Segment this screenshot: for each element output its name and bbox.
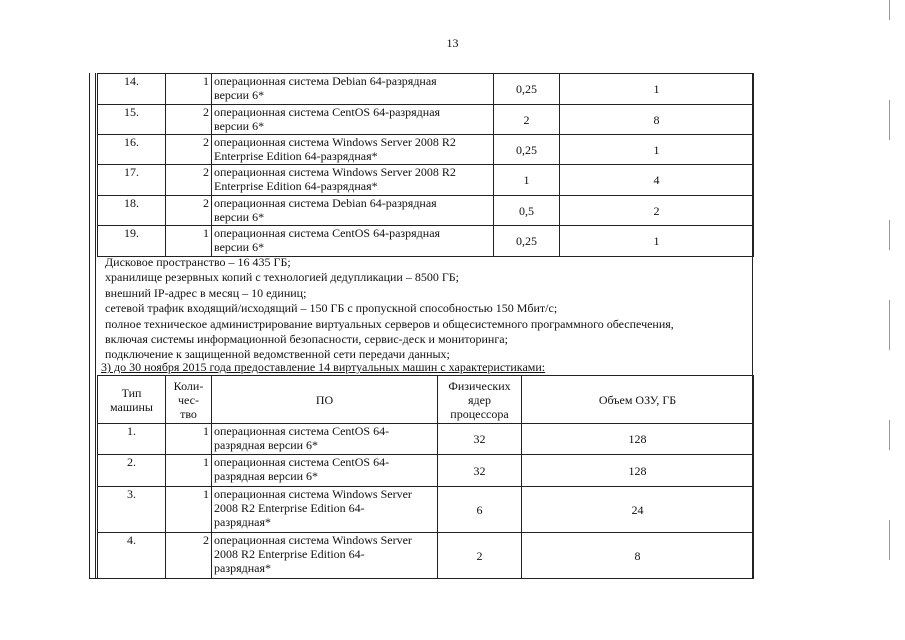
cell-cores: 0,25 bbox=[494, 226, 560, 257]
cell-cores: 2 bbox=[494, 105, 560, 135]
header-line: ядер bbox=[468, 392, 491, 407]
software-line: Enterprise Edition 64-разрядная* bbox=[214, 149, 378, 163]
cell-quantity: 2 bbox=[166, 105, 212, 135]
header-cores bbox=[438, 376, 522, 424]
scan-margin-marks bbox=[881, 0, 899, 640]
cell-quantity: 1 bbox=[166, 226, 212, 257]
cell-ram: 8 bbox=[522, 533, 754, 579]
table-row bbox=[98, 196, 754, 226]
resources-paragraph bbox=[105, 255, 674, 363]
software-line: 2008 R2 Enterprise Edition 64- bbox=[214, 547, 365, 561]
software-line: версии 6* bbox=[214, 119, 265, 133]
software-line: операционная система Debian 64-разрядная bbox=[214, 74, 437, 88]
paragraph-line: Дисковое пространство – 16 435 ГБ; bbox=[105, 255, 291, 269]
cell-software bbox=[212, 487, 438, 533]
cell-software bbox=[212, 196, 494, 226]
cell-software bbox=[212, 424, 438, 455]
cell-software bbox=[212, 533, 438, 579]
cell-quantity: 1 bbox=[166, 74, 212, 105]
cell-cores: 32 bbox=[438, 455, 522, 487]
cell-quantity: 1 bbox=[166, 455, 212, 487]
cell-cores: 6 bbox=[438, 487, 522, 533]
cell-ram: 8 bbox=[560, 105, 754, 135]
paragraph-line: полное техническое администрирование виртуальных серверов и общесистемного программного обеспечения, bbox=[105, 316, 674, 331]
cell-number: 17. bbox=[98, 165, 166, 196]
cell-ram: 1 bbox=[560, 135, 754, 165]
header-line: Тип bbox=[121, 385, 142, 400]
software-line: 2008 R2 Enterprise Edition 64- bbox=[214, 501, 365, 515]
table-row bbox=[98, 487, 754, 533]
page-number: 13 bbox=[446, 36, 459, 50]
software-line: операционная система Windows Server 2008 R2 bbox=[214, 165, 456, 179]
paragraph-line: внешний IP-адрес в месяц – 10 единиц; bbox=[105, 285, 307, 300]
software-line: версии 6* bbox=[214, 210, 265, 224]
header-line: чес- bbox=[178, 392, 199, 407]
software-line: разрядная* bbox=[214, 515, 271, 529]
software-line: разрядная версии 6* bbox=[214, 438, 319, 452]
cell-ram: 128 bbox=[522, 455, 754, 487]
software-line: операционная система Debian 64-разрядная bbox=[214, 196, 437, 210]
cell-software bbox=[212, 165, 494, 196]
cell-quantity: 2 bbox=[166, 135, 212, 165]
cell-software bbox=[212, 455, 438, 487]
paragraph-line: подключение к защищенной ведомственной сети передачи данных; bbox=[105, 347, 450, 362]
cell-number: 1. bbox=[98, 424, 166, 455]
software-line: операционная система CentOS 64- bbox=[214, 455, 390, 469]
cell-ram: 4 bbox=[560, 165, 754, 196]
vm-table-item-3 bbox=[97, 375, 754, 579]
table-row bbox=[98, 226, 754, 257]
item-3-heading: 3) до 30 ноября 2015 года предоставление 14 виртуальных машин с характеристиками: bbox=[101, 360, 546, 374]
cell-number: 18. bbox=[98, 196, 166, 226]
table-row bbox=[98, 105, 754, 135]
cell-number: 14. bbox=[98, 74, 166, 105]
header-line: тво bbox=[180, 406, 197, 421]
software-line: операционная система CentOS 64-разрядная bbox=[214, 105, 441, 119]
frame-inner-line bbox=[95, 73, 96, 579]
table-row bbox=[98, 74, 754, 105]
cell-software bbox=[212, 135, 494, 165]
header-software: ПО bbox=[212, 376, 438, 424]
cell-ram: 2 bbox=[560, 196, 754, 226]
cell-number: 2. bbox=[98, 455, 166, 487]
cell-quantity: 1 bbox=[166, 487, 212, 533]
cell-software bbox=[212, 226, 494, 257]
cell-quantity: 1 bbox=[166, 424, 212, 455]
cell-software bbox=[212, 74, 494, 105]
paragraph-line: хранилище резервных копий с технологией дедупликации – 8500 ГБ; bbox=[105, 270, 460, 285]
software-line: операционная система CentOS 64-разрядная bbox=[214, 226, 441, 240]
cell-ram: 1 bbox=[560, 74, 754, 105]
table-row bbox=[98, 424, 754, 455]
software-line: операционная система CentOS 64- bbox=[214, 424, 390, 438]
software-line: операционная система Windows Server 2008 R2 bbox=[214, 135, 456, 149]
header-machine-type bbox=[98, 376, 166, 424]
cell-ram: 24 bbox=[522, 487, 754, 533]
cell-number: 16. bbox=[98, 135, 166, 165]
cell-cores: 0,25 bbox=[494, 74, 560, 105]
software-line: Enterprise Edition 64-разрядная* bbox=[214, 179, 378, 193]
cell-number: 19. bbox=[98, 226, 166, 257]
cell-cores: 0,25 bbox=[494, 135, 560, 165]
paragraph-line: сетевой трафик входящий/исходящий – 150 ГБ с пропускной способностью 150 Мбит/с; bbox=[105, 301, 558, 316]
table-row bbox=[98, 533, 754, 579]
cell-ram: 1 bbox=[560, 226, 754, 257]
table-row bbox=[98, 165, 754, 196]
paragraph-line: включая системы информационной безопасности, сервис-деск и мониторинга; bbox=[105, 332, 508, 347]
software-line: разрядная* bbox=[214, 561, 271, 575]
header-line: Физических bbox=[448, 378, 511, 393]
cell-number: 4. bbox=[98, 533, 166, 579]
software-line: операционная система Windows Server bbox=[214, 487, 412, 501]
cell-quantity: 2 bbox=[166, 165, 212, 196]
cell-cores: 32 bbox=[438, 424, 522, 455]
cell-ram: 128 bbox=[522, 424, 754, 455]
vm-table-continued bbox=[97, 73, 754, 257]
header-line: машины bbox=[110, 399, 153, 414]
cell-cores: 1 bbox=[494, 165, 560, 196]
software-line: операционная система Windows Server bbox=[214, 533, 412, 547]
header-line: Коли- bbox=[173, 378, 204, 393]
software-line: версии 6* bbox=[214, 240, 265, 254]
cell-software bbox=[212, 105, 494, 135]
cell-quantity: 2 bbox=[166, 533, 212, 579]
cell-number: 3. bbox=[98, 487, 166, 533]
cell-quantity: 2 bbox=[166, 196, 212, 226]
header-line: процессора bbox=[450, 406, 509, 421]
cell-cores: 2 bbox=[438, 533, 522, 579]
software-line: версии 6* bbox=[214, 88, 265, 102]
cell-cores: 0,5 bbox=[494, 196, 560, 226]
software-line: разрядная версии 6* bbox=[214, 469, 319, 483]
cell-number: 15. bbox=[98, 105, 166, 135]
table-row bbox=[98, 455, 754, 487]
header-quantity bbox=[166, 376, 212, 424]
header-ram: Объем ОЗУ, ГБ bbox=[522, 376, 754, 424]
table-row bbox=[98, 135, 754, 165]
